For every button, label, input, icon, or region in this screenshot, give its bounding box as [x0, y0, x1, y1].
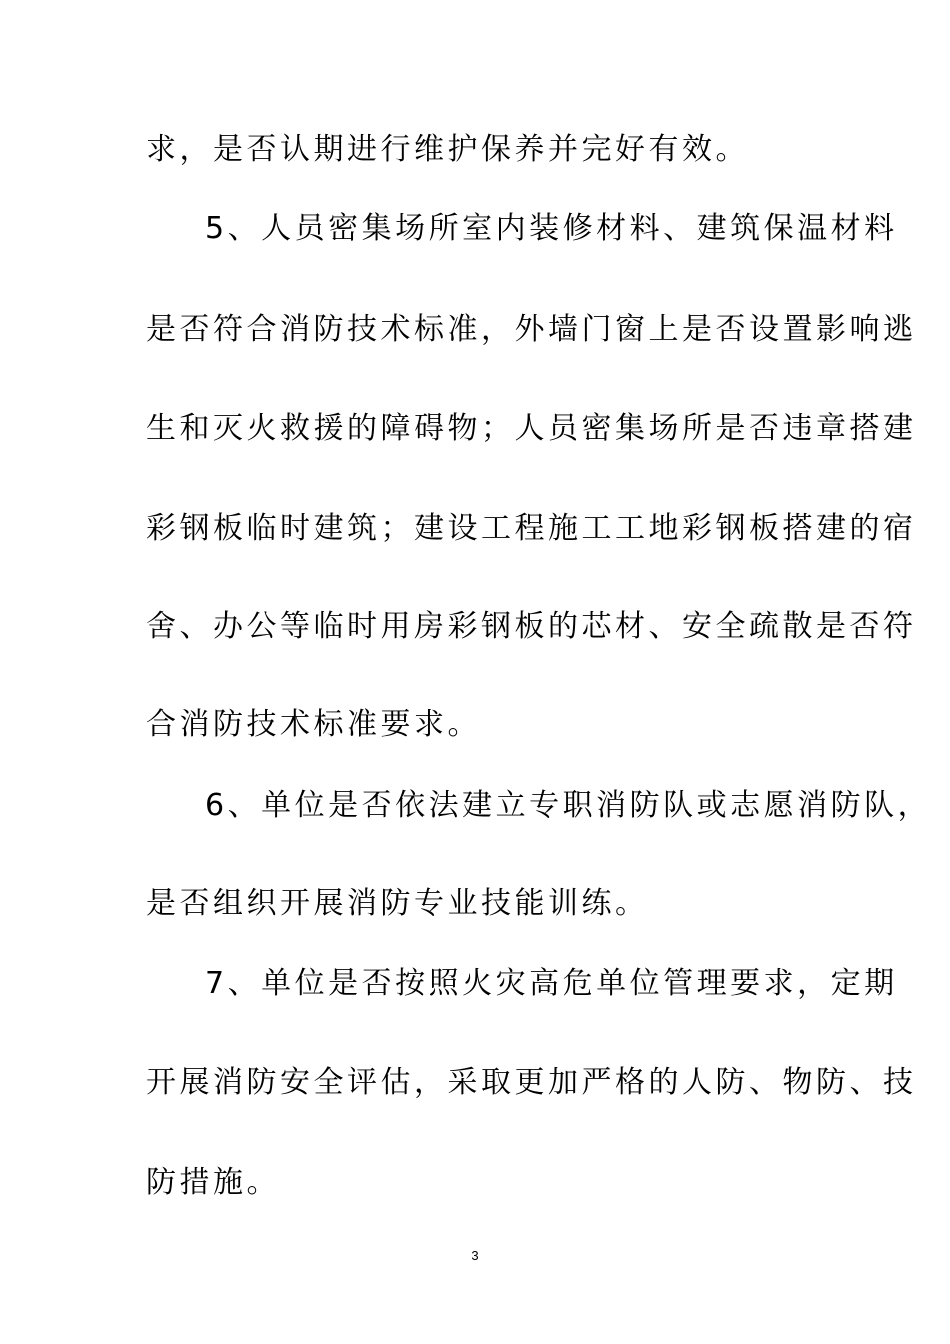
text-line-10: 7、单位是否按照火灾高危单位管理要求，定期: [205, 966, 898, 1001]
page-number: 3: [471, 1248, 479, 1263]
text-line-3: 是否符合消防技术标准，外墙门窗上是否设置影响逃: [146, 312, 917, 347]
text-line-8: 6、单位是否依法建立专职消防队或志愿消防队，: [205, 788, 932, 823]
text-line-12: 防措施。: [146, 1165, 280, 1200]
text-line-6: 舍、办公等临时用房彩钢板的芯材、安全疏散是否符: [146, 609, 917, 644]
text-line-9: 是否组织开展消防专业技能训练。: [146, 886, 649, 921]
text-line-11: 开展消防安全评估，采取更加严格的人防、物防、技: [146, 1065, 917, 1100]
text-line-7: 合消防技术标准要求。: [146, 707, 481, 742]
text-line-1: 求，是否认期进行维护保养并完好有效。: [146, 132, 749, 167]
text-line-2: 5、人员密集场所室内装修材料、建筑保温材料: [205, 211, 898, 246]
text-line-4: 生和灭火救援的障碍物；人员密集场所是否违章搭建: [146, 411, 917, 446]
text-line-5: 彩钢板临时建筑；建设工程施工工地彩钢板搭建的宿: [146, 511, 917, 546]
